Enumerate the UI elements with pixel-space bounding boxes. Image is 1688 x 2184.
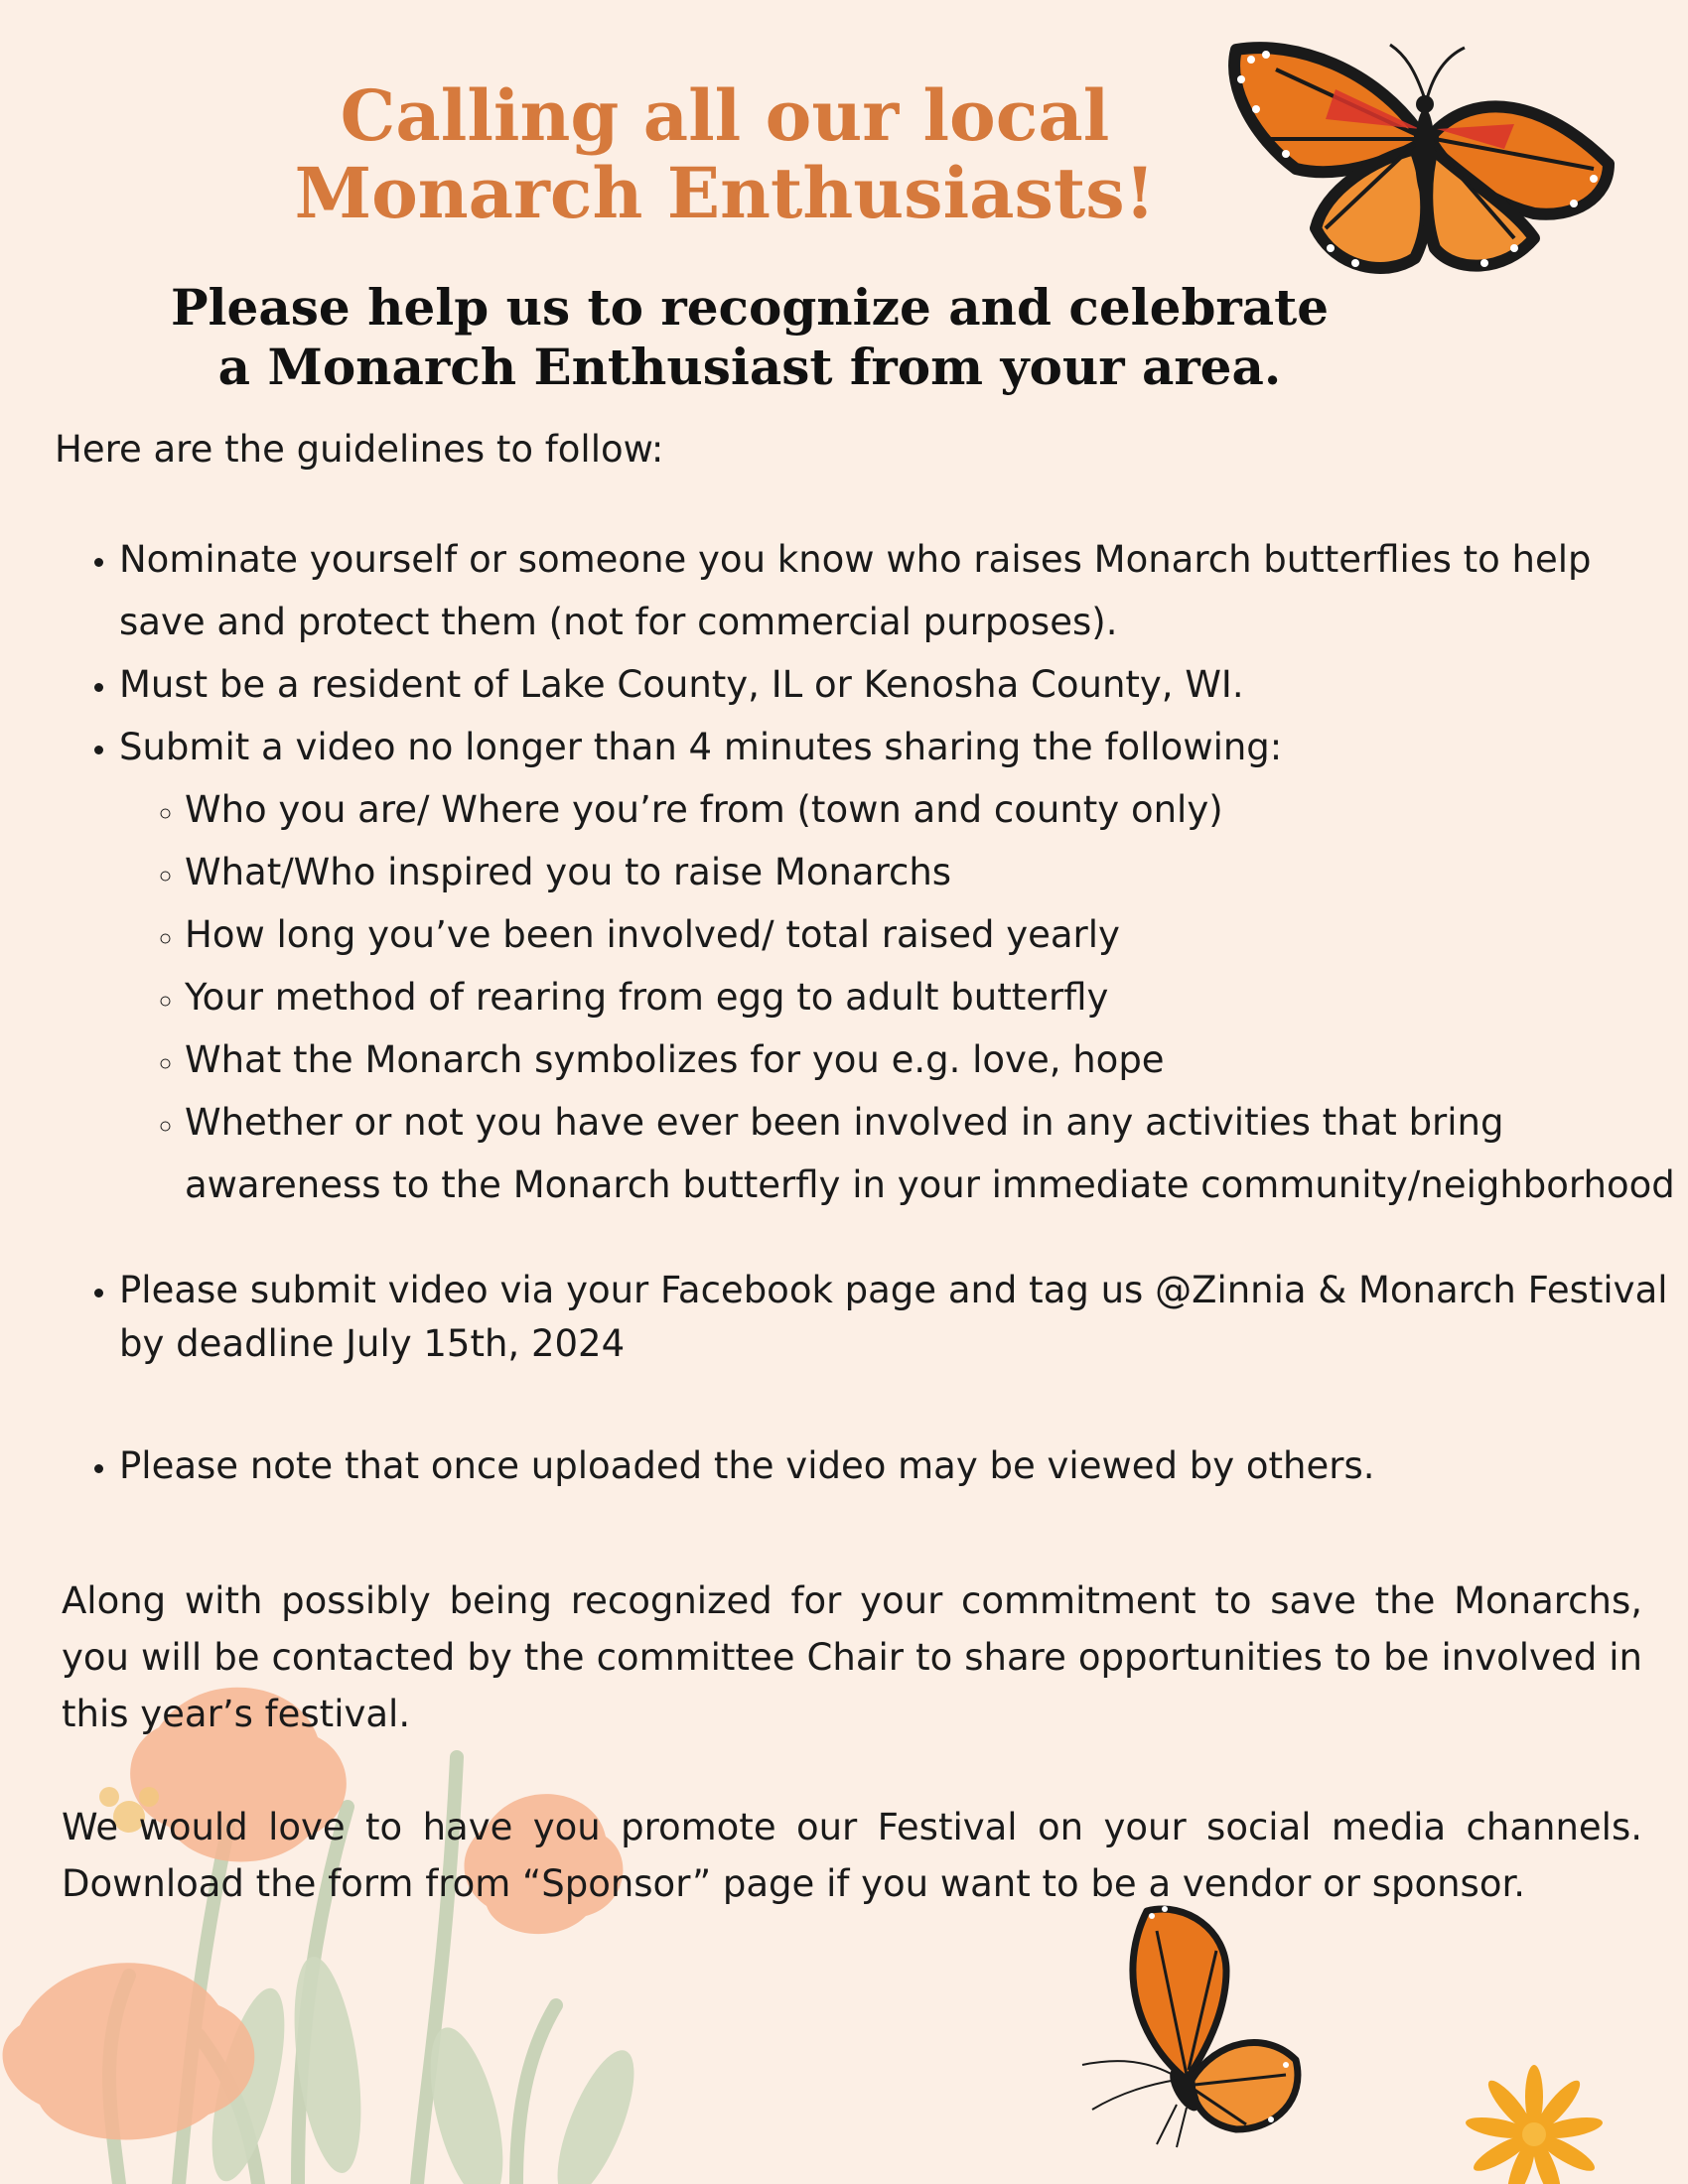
list-item: • Please submit video via your Facebook page and tag us @Zinnia & Monarch Festival by deadline July 15th, 2024 xyxy=(119,1264,1688,1371)
page-subtitle: Please help us to recognize and celebrate a Monarch Enthusiast from your area. xyxy=(170,278,1330,396)
daisy-icon xyxy=(1465,2060,1604,2184)
list-item: • Must be a resident of Lake County, IL or Kenosha County, WI. xyxy=(119,653,1688,716)
closing-paragraph: Along with possibly being recognized for your commitment to save the Monarchs, you will be contacted by the committee Chair to share opportunities to be involved in this year’s festival. xyxy=(62,1579,1642,1735)
list-item: ◦ What the Monarch symbolizes for you e.g. love, hope xyxy=(185,1028,1688,1091)
monarch-butterfly-icon xyxy=(1077,1891,1316,2149)
monarch-butterfly-icon xyxy=(1216,30,1633,278)
list-item: ◦ Your method of rearing from egg to adult butterfly xyxy=(185,966,1688,1028)
list-item: ◦ Who you are/ Where you’re from (town and county only) xyxy=(185,778,1688,841)
closing-paragraph: We would love to have you promote our Festival on your social media channels. Download the form from “Sponsor” page if you want to be a vendor or sponsor. xyxy=(62,1806,1642,1905)
page-title: Calling all our local Monarch Enthusiasts! xyxy=(294,74,1156,234)
guidelines-list xyxy=(60,528,1688,1497)
list-item: ◦ How long you’ve been involved/ total raised yearly xyxy=(185,903,1688,966)
list-item xyxy=(119,716,1688,1216)
list-item-label: Submit a video no longer than 4 minutes sharing the following: xyxy=(119,726,1283,768)
guidelines-intro: Here are the guidelines to follow: xyxy=(55,428,664,471)
list-item: • Please note that once uploaded the video may be viewed by others. xyxy=(119,1434,1688,1497)
list-item: ◦ Whether or not you have ever been involved in any activities that bring awareness to the Monarch butterfly in your immediate community/neighborhood xyxy=(185,1091,1688,1216)
list-item: ◦ What/Who inspired you to raise Monarchs xyxy=(185,841,1688,903)
list-item: • Nominate yourself or someone you know who raises Monarch butterflies to help save and protect them (not for commercial purposes). xyxy=(119,528,1688,653)
video-topics-list xyxy=(119,778,1688,1216)
